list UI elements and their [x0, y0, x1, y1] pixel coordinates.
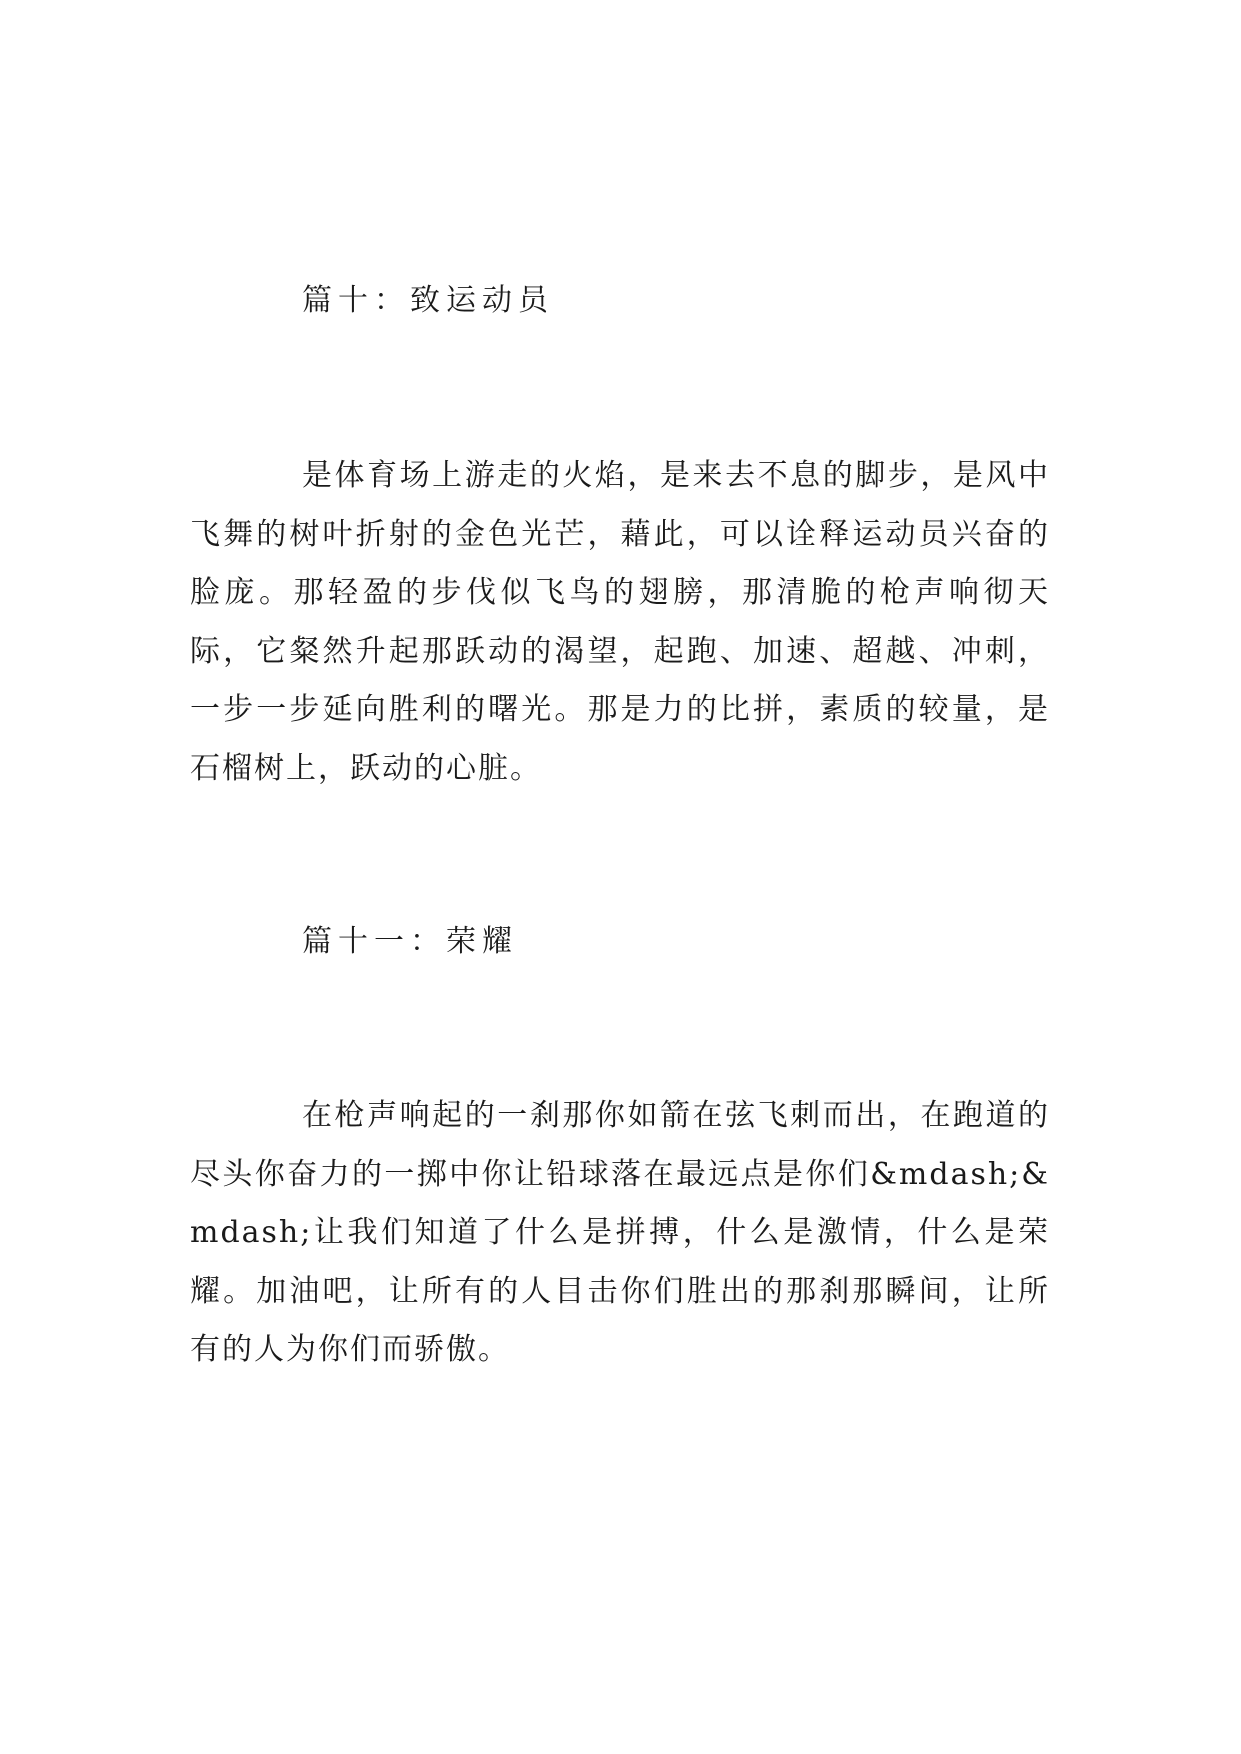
section-heading: 篇十一：荣耀: [302, 924, 518, 959]
section-heading: 篇十：致运动员: [302, 283, 554, 318]
section-paragraph: 在枪声响起的一刹那你如箭在弦飞刺而出，在跑道的尽头你奋力的一掷中你让铅球落在最远点是你们&mdash;&mdash;让我们知道了什么是拼搏，什么是激情，什么是荣耀。加油吧，让所有的人目击你们胜出的那刹那瞬间，让所有的人为你们而骄傲。: [190, 1098, 1050, 1367]
section-paragraph: 是体育场上游走的火焰，是来去不息的脚步，是风中飞舞的树叶折射的金色光芒，藉此，可以诠释运动员兴奋的脸庞。那轻盈的步伐似飞鸟的翅膀，那清脆的枪声响彻天际，它粲然升起那跃动的渴望，起跑、加速、超越、冲刺，一步一步延向胜利的曙光。那是力的比拼，素质的较量，是石榴树上，跃动的心脏。: [190, 458, 1050, 786]
